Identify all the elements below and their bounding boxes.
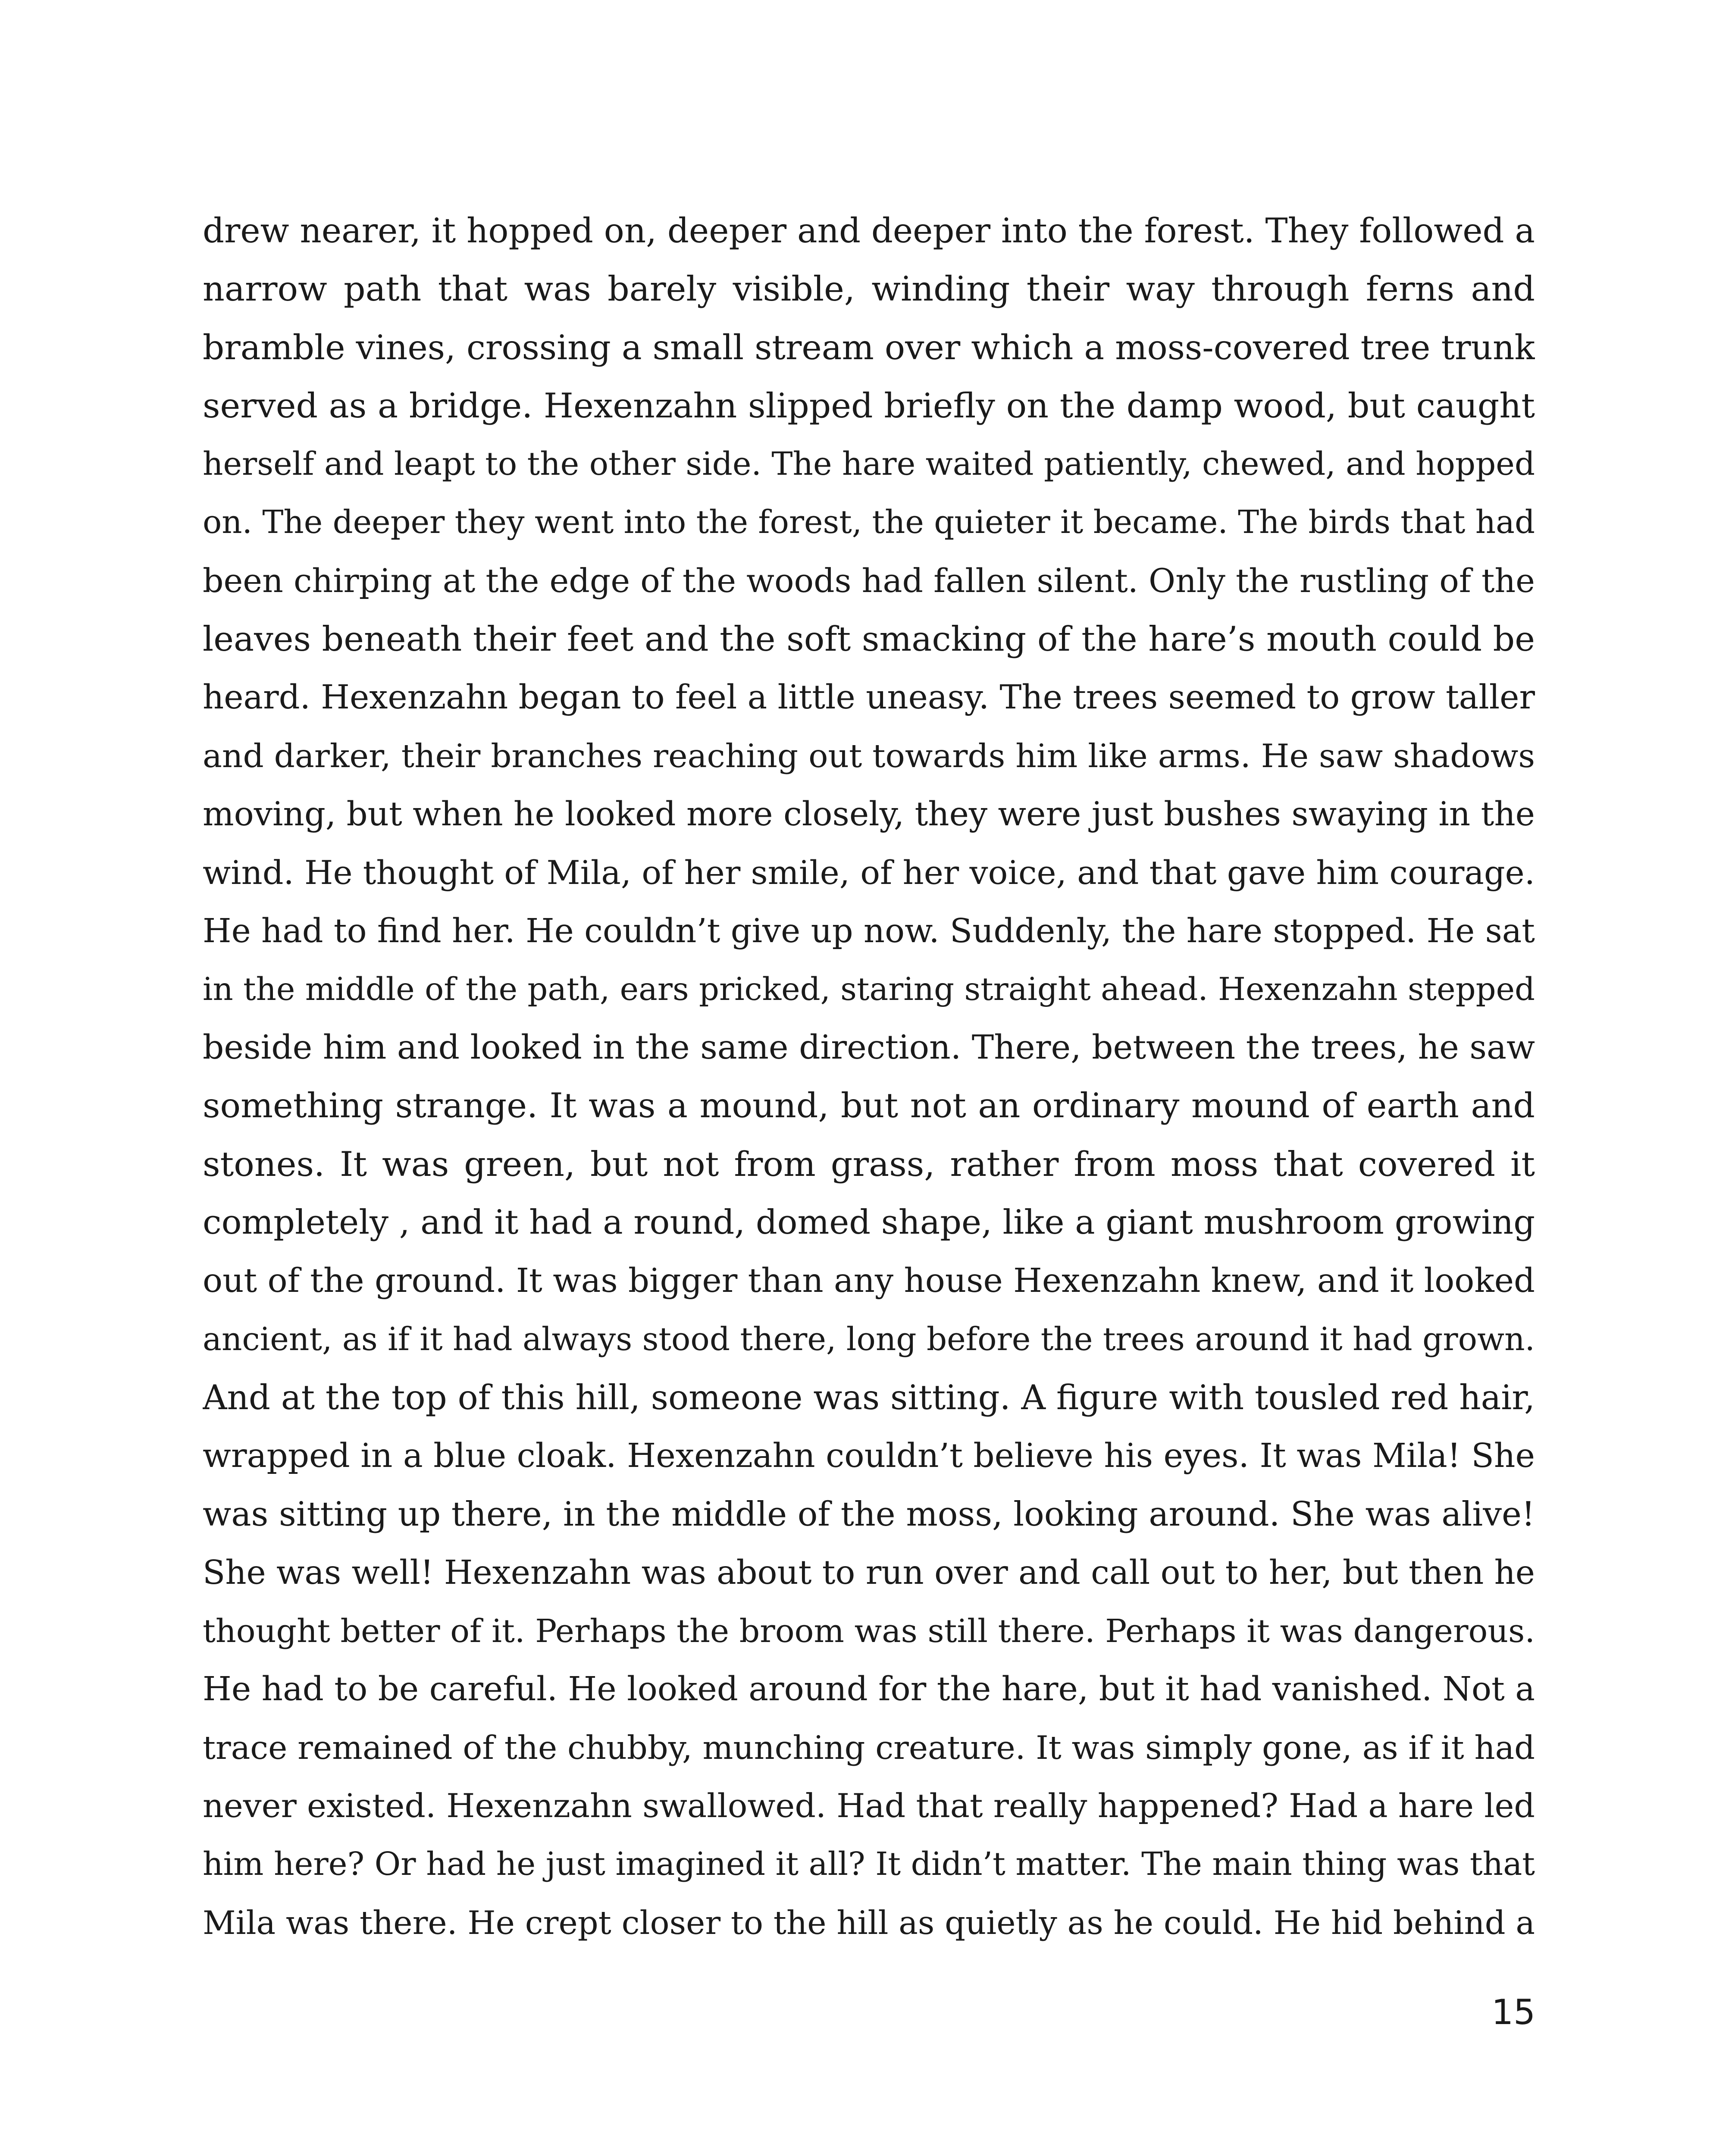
text-line: him here? Or had he just imagined it all? It didn’t matter. The main thing was that [203, 1846, 1535, 1883]
text-line: narrow path that was barely visible, winding their way through ferns and [203, 269, 1535, 309]
text-line: moving, but when he looked more closely, they were just bushes swaying in the [203, 795, 1535, 834]
text-line: and darker, their branches reaching out towards him like arms. He saw shadows [203, 736, 1535, 775]
text-line: She was well! Hexenzahn was about to run over and call out to her, but then he [203, 1553, 1535, 1592]
text-line: on. The deeper they went into the forest, the quieter it became. The birds that had [203, 504, 1535, 541]
body-text [203, 202, 1535, 1952]
text-line: herself and leapt to the other side. The hare waited patiently, chewed, and hopped [203, 446, 1535, 483]
text-line: bramble vines, crossing a small stream over which a moss-covered tree trunk [203, 328, 1535, 367]
text-line: been chirping at the edge of the woods had fallen silent. Only the rustling of the [203, 561, 1535, 600]
text-line: thought better of it. Perhaps the broom was still there. Perhaps it was dangerous. [203, 1612, 1535, 1650]
text-line: wind. He thought of Mila, of her smile, of her voice, and that gave him courage. [203, 853, 1535, 892]
text-line: never existed. Hexenzahn swallowed. Had that really happened? Had a hare led [203, 1787, 1535, 1825]
page-number: 15 [1491, 1992, 1535, 2032]
text-line: trace remained of the chubby, munching creature. It was simply gone, as if it had [203, 1729, 1535, 1767]
text-line: out of the ground. It was bigger than any house Hexenzahn knew, and it looked [203, 1262, 1535, 1300]
text-line: was sitting up there, in the middle of the moss, looking around. She was alive! [203, 1495, 1535, 1534]
text-line: in the middle of the path, ears pricked, staring straight ahead. Hexenzahn stepped [203, 971, 1535, 1008]
text-line: leaves beneath their feet and the soft smacking of the hare’s mouth could be [203, 619, 1535, 659]
text-line: drew nearer, it hopped on, deeper and deeper into the forest. They followed a [203, 211, 1535, 251]
text-line: wrapped in a blue cloak. Hexenzahn couldn’t believe his eyes. It was Mila! She [203, 1437, 1535, 1476]
text-line: stones. It was green, but not from grass, rather from moss that covered it [203, 1144, 1535, 1184]
text-line: Mila was there. He crept closer to the hill as quietly as he could. He hid behind a [203, 1903, 1535, 1942]
text-line: served as a bridge. Hexenzahn slipped briefly on the damp wood, but caught [203, 385, 1535, 426]
text-line: heard. Hexenzahn began to feel a little uneasy. The trees seemed to grow taller [203, 678, 1535, 717]
text-line: completely , and it had a round, domed shape, like a giant mushroom growing [203, 1203, 1535, 1242]
text-line: ancient, as if it had always stood there, long before the trees around it had grown. [203, 1321, 1535, 1358]
text-line: beside him and looked in the same direction. There, between the trees, he saw [203, 1028, 1535, 1067]
text-line: And at the top of this hill, someone was sitting. A figure with tousled red hair, [203, 1378, 1535, 1417]
text-line: He had to be careful. He looked around for the hare, but it had vanished. Not a [203, 1670, 1535, 1709]
text-line: He had to find her. He couldn’t give up now. Suddenly, the hare stopped. He sat [203, 912, 1535, 950]
text-line: something strange. It was a mound, but not an ordinary mound of earth and [203, 1086, 1535, 1126]
